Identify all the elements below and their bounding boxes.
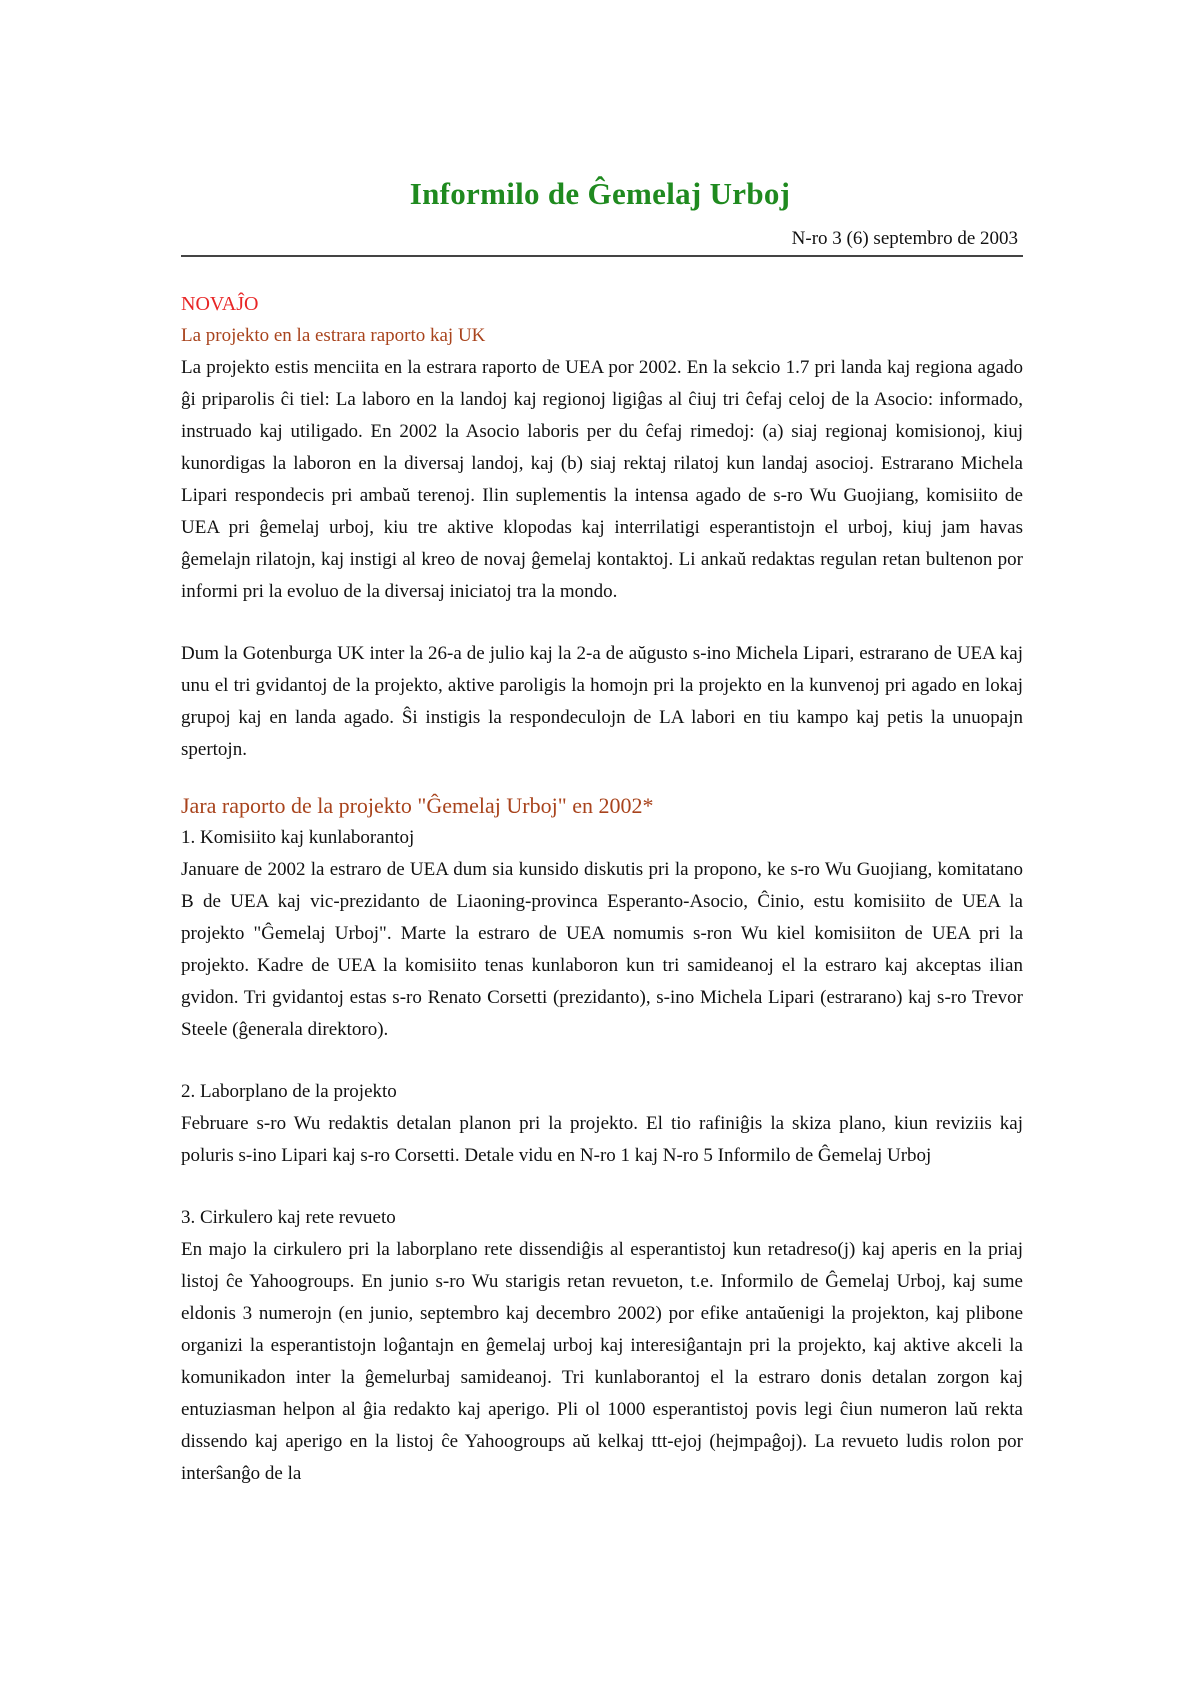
newsletter-title: Informilo de Ĝemelaj Urboj [409,176,791,211]
report-section-2-heading: 2. Laborplano de la projekto [181,1081,397,1102]
spacer [181,1046,1023,1076]
document-body [181,288,1023,1490]
report-section-1-text: Januare de 2002 la estraro de UEA dum sia kunsido diskutis pri la propono, ke s-ro Wu Guojiang, komitatano B de UEA kaj vic-prezidanto de Liaoning-provinca Esperanto-Asocio, Ĉinio, estu komisiito de UEA la projekto "Ĝemelaj Urboj". Marte la estraro de UEA nomumis s-ron Wu kiel komisiiton de UEA pri la projekto. Kadre de UEA la komisiito tenas kunlaboron kun tri samideanoj el la estraro kaj akceptas ilian gvidon. Tri gvidantoj estas s-ro Renato Corsetti (prezidanto), s-ino Michela Lipari (estrarano) kaj s-ro Trevor Steele (ĝenerala direktoro). [181,859,1023,1040]
report-section-1-heading: 1. Komisiito kaj kunlaborantoj [181,827,415,848]
news-paragraph-2: Dum la Gotenburga UK inter la 26-a de julio kaj la 2-a de aŭgusto s-ino Michela Lipari, estrarano de UEA kaj unu el tri gvidantoj de la projekto, aktive paroligis la homojn pri la projekto en la kunvenoj pri agado en lokaj grupoj kaj en landa agado. Ŝi instigis la respondeculojn de LA labori en tiu kampo kaj petis la unuopajn spertojn. [181,643,1023,760]
spacer [181,608,1023,638]
report-section-3-text: En majo la cirkulero pri la laborplano rete dissendiĝis al esperantistoj kun retadreso(j) kaj aperis en la priaj listoj ĉe Yahoogroups. En junio s-ro Wu starigis retan revueton, t.e. Informilo de Ĝemelaj Urboj, kaj sume eldonis 3 numerojn (en junio, septembro kaj decembro 2002) por efike antaŭenigi la projekton, kaj plibone organizi la esperantistojn loĝantajn en ĝemelaj urboj kaj interesiĝantajn pri la projekto, kaj aktive akceli la komunikadon inter la ĝemelurbaj samideanoj. Tri kunlaborantoj el la estraro donis detalan zorgon kaj entuziasman helpon al ĝia redakto kaj aperigo. Pli ol 1000 esperantistoj povis legi ĉiun numeron laŭ rekta dissendo kaj aperigo en la listoj ĉe Yahoogroups aŭ kelkaj ttt-ejoj (hejmpaĝoj). La revueto ludis rolon por interŝanĝo de la [181,1239,1023,1484]
report-section-2-text: Februare s-ro Wu redaktis detalan planon pri la projekto. El tio rafiniĝis la skiza plano, kiun reviziis kaj poluris s-ino Lipari kaj s-ro Corsetti. Detale vidu en N-ro 1 kaj N-ro 5 Informilo de Ĝemelaj Urboj [181,1113,1023,1166]
spacer [181,1172,1023,1202]
report-title: Jara raporto de la projekto "Ĝemelaj Urboj" en 2002* [181,793,654,818]
report-section-3-heading: 3. Cirkulero kaj rete revueto [181,1207,396,1228]
issue-line: N-ro 3 (6) septembro de 2003 [791,228,1018,249]
news-heading: NOVAĴO [181,293,259,315]
news-paragraph-1: La projekto estis menciita en la estrara raporto de UEA por 2002. En la sekcio 1.7 pri landa kaj regiona agado ĝi priparolis ĉi tiel: La laboro en la landoj kaj regionoj ligiĝas al ĉiuj tri ĉefaj celoj de la Asocio: informado, instruado kaj utiligado. En 2002 la Asocio laboris per du ĉefaj rimedoj: (a) siaj regionaj komisionoj, kiuj kunordigas la laboron en la diversaj landoj, kaj (b) siaj rektaj rilatoj kun landaj asocioj. Estrarano Michela Lipari respondecis pri ambaŭ terenoj. Ilin suplementis la intensa agado de s-ro Wu Guojiang, komisiito de UEA pri ĝemelaj urboj, kiu tre aktive klopodas kaj interrilatigi esperantistojn el urboj, kiuj jam havas ĝemelajn rilatojn, kaj instigi al kreo de novaj ĝemelaj kontaktoj. Li ankaŭ redaktas regulan retan bultenon por informi pri la evoluo de la diversaj iniciatoj tra la mondo. [181,357,1023,602]
header-divider [181,255,1023,257]
news-subheading: La projekto en la estrara raporto kaj UK [181,325,486,346]
